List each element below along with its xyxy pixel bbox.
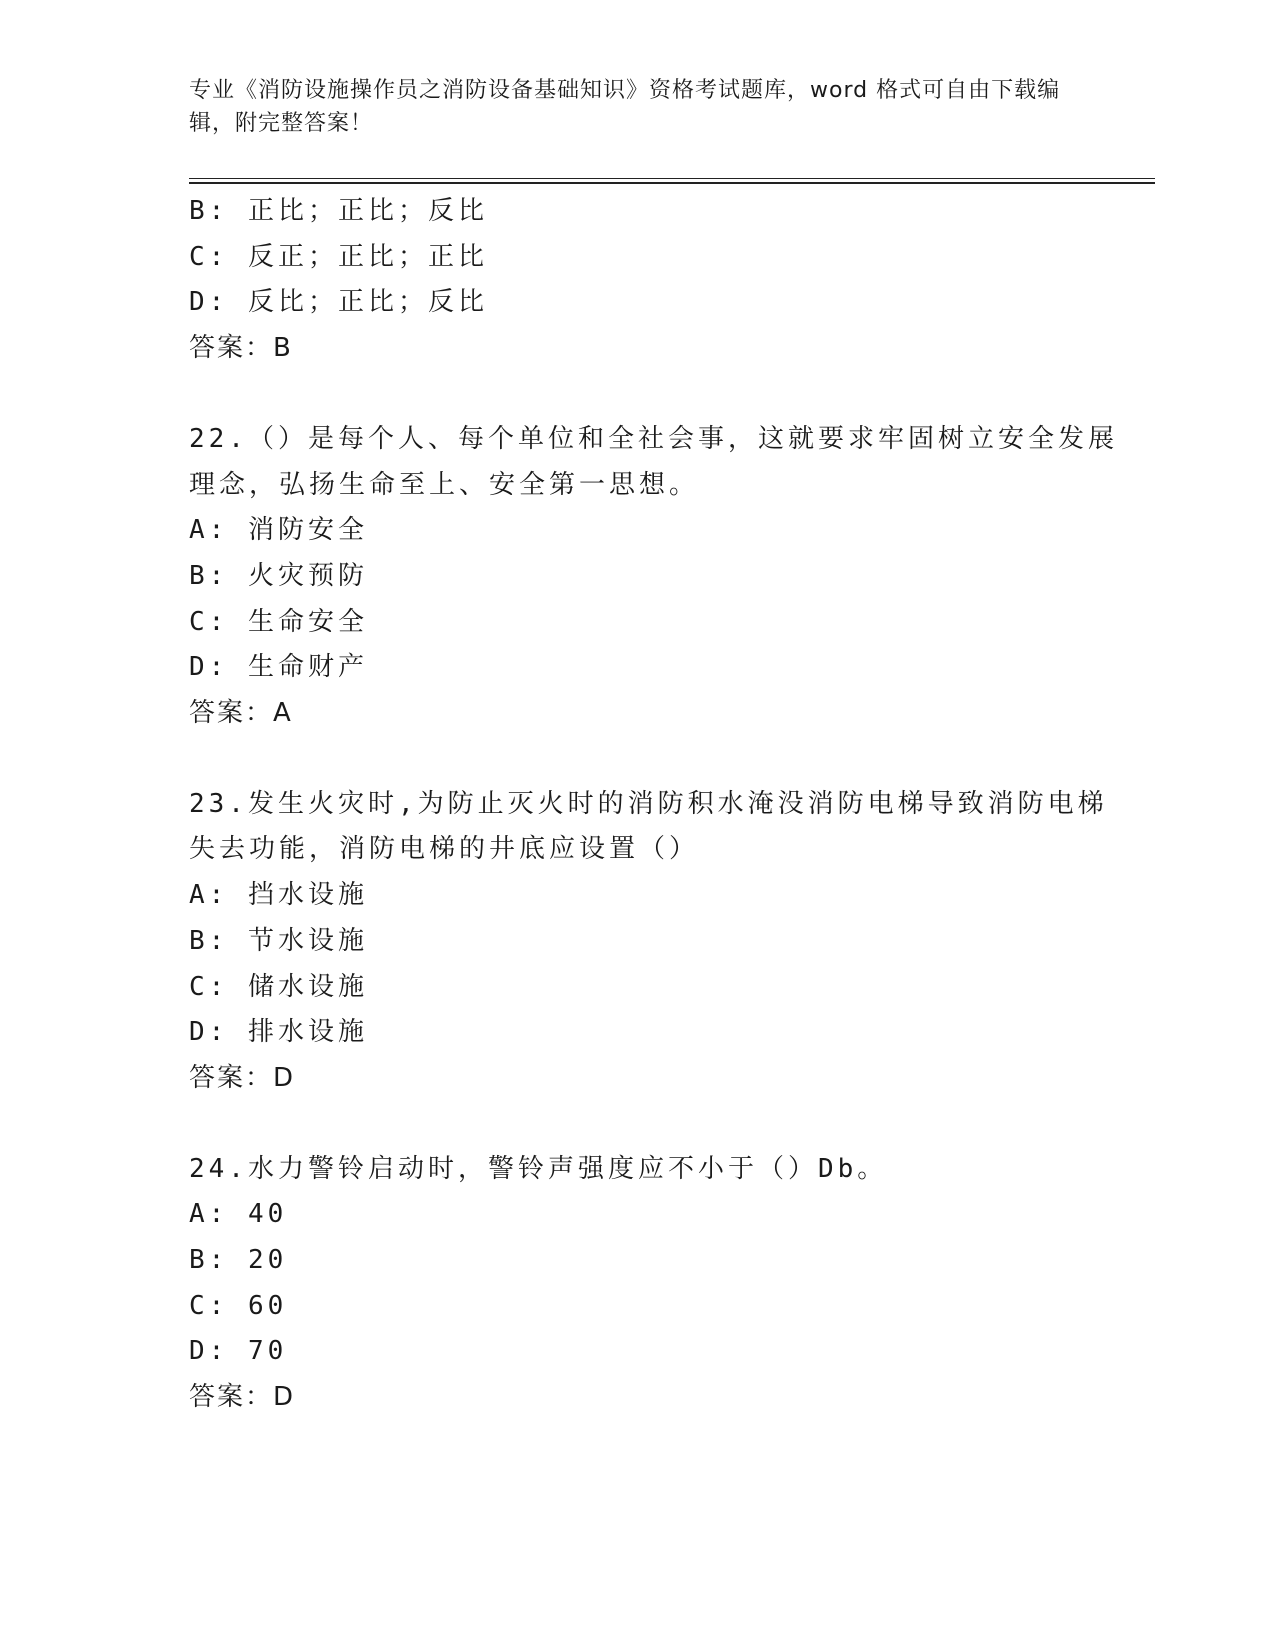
document-header (189, 74, 1069, 140)
option-a: A: 挡水设施 (189, 880, 368, 911)
option-d: D: 排水设施 (189, 1017, 368, 1048)
question-stem-line: 22.（）是每个人、每个单位和全社会事，这就要求牢固树立安全发展 (189, 423, 1118, 454)
question-stem-line: 理念，弘扬生命至上、安全第一思想。 (189, 469, 700, 500)
question-stem-line: 23.发生火灾时,为防止灭火时的消防积水淹没消防电梯导致消防电梯 (189, 788, 1108, 819)
option-c: C: 60 (189, 1290, 288, 1321)
prev-question-tail (189, 189, 1089, 372)
header-text: 专业《消防设施操作员之消防设备基础知识》资格考试题库，word 格式可自由下载编辑，附完整答案！ (189, 78, 1061, 136)
option-d: D: 70 (189, 1336, 288, 1367)
option-d: D: 反比；正比；反比 (189, 287, 488, 318)
header-divider-thin (189, 178, 1155, 179)
header-divider-thick (189, 182, 1155, 184)
answer-line: 答案：B (189, 333, 293, 364)
answer-line: 答案：A (189, 698, 293, 729)
spacer (189, 737, 1089, 782)
question-stem-line: 24.水力警铃启动时，警铃声强度应不小于（）Db。 (189, 1153, 888, 1184)
option-b: B: 节水设施 (189, 925, 368, 956)
option-c: C: 反正；正比；正比 (189, 241, 488, 272)
option-a: A: 消防安全 (189, 515, 368, 546)
option-c: C: 生命安全 (189, 606, 368, 637)
question-23 (189, 782, 1108, 1102)
option-c: C: 储水设施 (189, 971, 368, 1002)
question-stem-line: 失去功能，消防电梯的井底应设置（） (189, 834, 700, 865)
answer-line: 答案：D (189, 1062, 296, 1093)
option-b: B: 20 (189, 1245, 288, 1276)
option-b: B: 火灾预防 (189, 560, 368, 591)
option-a: A: 40 (189, 1199, 288, 1230)
spacer (189, 372, 1089, 417)
spacer (189, 1102, 1089, 1147)
question-content (189, 189, 1118, 1421)
question-24 (189, 1147, 1089, 1421)
option-b: B: 正比；正比；反比 (189, 196, 488, 226)
option-d: D: 生命财产 (189, 652, 368, 683)
answer-line: 答案：D (189, 1382, 296, 1413)
question-22 (189, 417, 1118, 737)
